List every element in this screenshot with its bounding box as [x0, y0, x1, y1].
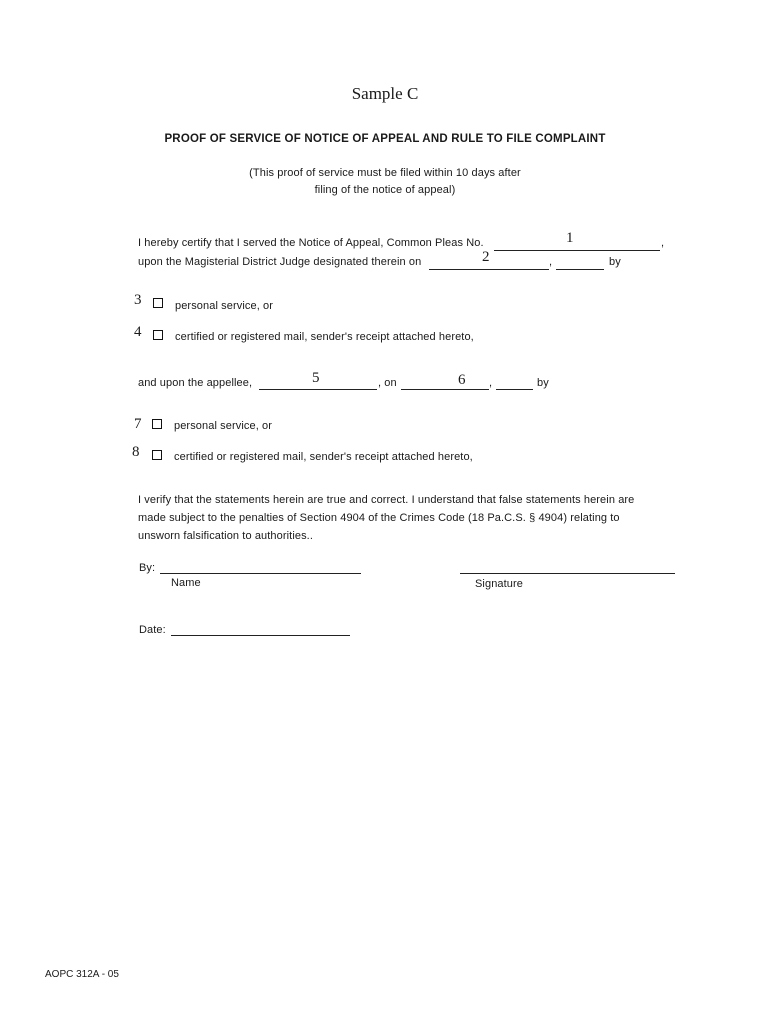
service-date-field[interactable] [429, 269, 549, 270]
personal-service-checkbox-judge[interactable] [153, 298, 163, 308]
verification-line-2: made subject to the penalties of Section 4904 of the Crimes Code (18 Pa.C.S. § 4904) relating to [138, 512, 620, 524]
service-year-field[interactable] [556, 269, 604, 270]
subtitle-line-1: (This proof of service must be filed within 10 days after [249, 167, 521, 179]
certify-line-2-comma: , [549, 256, 553, 268]
certified-mail-checkbox-judge[interactable] [153, 330, 163, 340]
certified-mail-label-judge: certified or registered mail, sender's receipt attached hereto, [175, 331, 474, 343]
field-number-1: 1 [566, 230, 574, 246]
field-number-4: 4 [134, 324, 142, 340]
common-pleas-number-field[interactable] [494, 250, 660, 251]
form-title: PROOF OF SERVICE OF NOTICE OF APPEAL AND RULE TO FILE COMPLAINT [164, 133, 606, 145]
verification-line-3: unsworn falsification to authorities.. [138, 530, 313, 542]
certify-line-1-comma: , [661, 237, 665, 249]
field-number-7: 7 [134, 416, 142, 432]
field-number-8: 8 [132, 444, 140, 460]
certify-line-2-by: by [609, 256, 621, 268]
field-number-2: 2 [482, 249, 490, 265]
appellee-line: and upon the appellee, [138, 377, 253, 389]
name-label: Name [171, 577, 201, 589]
certified-mail-label-appellee: certified or registered mail, sender's receipt attached hereto, [174, 451, 473, 463]
name-field[interactable] [160, 573, 361, 574]
personal-service-checkbox-appellee[interactable] [152, 419, 162, 429]
subtitle-line-2: filing of the notice of appeal) [314, 184, 456, 196]
verification-line-1: I verify that the statements herein are true and correct. I understand that false statements herein are [138, 494, 635, 506]
by-label: By: [139, 562, 156, 574]
appellee-by: by [537, 377, 549, 389]
field-number-3: 3 [134, 292, 142, 308]
date-label: Date: [139, 624, 166, 636]
date-field[interactable] [171, 635, 350, 636]
personal-service-label-appellee: personal service, or [174, 420, 272, 432]
appellee-name-field[interactable] [259, 389, 377, 390]
certify-line-1: I hereby certify that I served the Notice of Appeal, Common Pleas No. [138, 237, 484, 249]
field-number-5: 5 [312, 370, 320, 386]
signature-label: Signature [475, 578, 523, 590]
form-footer-code: AOPC 312A - 05 [45, 969, 119, 980]
signature-field[interactable] [460, 573, 675, 574]
personal-service-label-judge: personal service, or [175, 300, 273, 312]
certified-mail-checkbox-appellee[interactable] [152, 450, 162, 460]
certify-line-2: upon the Magisterial District Judge designated therein on [138, 256, 422, 268]
appellee-comma: , [489, 377, 493, 389]
appellee-year-field[interactable] [496, 389, 533, 390]
appellee-date-field[interactable] [401, 389, 489, 390]
appellee-on-label: , on [378, 377, 397, 389]
field-number-6: 6 [458, 372, 466, 388]
document-heading: Sample C [351, 84, 419, 103]
